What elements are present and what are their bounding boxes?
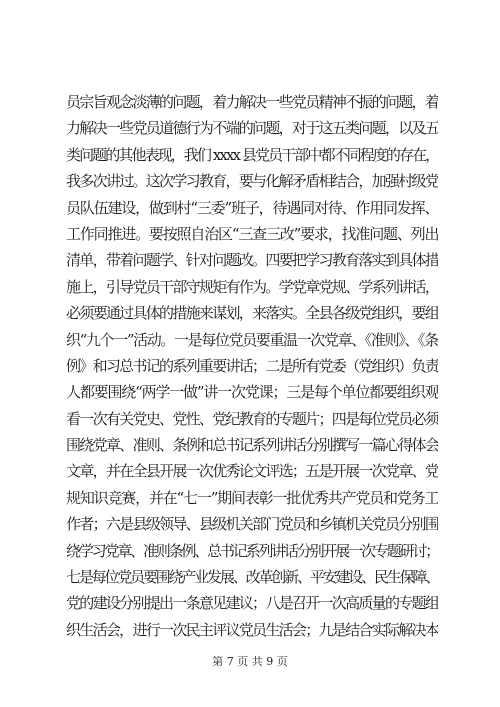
body-line: 绕学习党章、准则条例、总书记系列讲话分别开展一次专题研讨； (66, 541, 438, 560)
body-line: 围绕党章、准则、条例和总书记系列讲话分别撰写一篇心得体会 (66, 436, 438, 455)
body-line: 清单，带着问题学、针对问题改。四要把学习教育落实到具体措 (66, 251, 438, 270)
body-line: 作者；六是县级领导、县级机关部门党员和乡镇机关党员分别围 (66, 515, 438, 534)
page-number-footer: 第 7 页 共 9 页 (212, 655, 288, 668)
body-line: 类问题的其他表现，我们 xxxx 县党员干部中都不同程度的存在， (66, 145, 438, 164)
body-line: 员队伍建设，做到村“三委”班子，待遇同对待、作用同发挥、 (66, 198, 438, 217)
body-line: 七是每位党员要围绕产业发展、改革创新、平安建设、民生保障、 (66, 568, 438, 587)
body-line: 文章，并在全县开展一次优秀论文评选；五是开展一次党章、党 (66, 462, 438, 481)
body-text (66, 89, 438, 643)
body-line: 人都要围绕“两学一做”讲一次党课；三是每个单位都要组织观 (66, 383, 438, 402)
body-line: 我多次讲过。这次学习教育，要与化解矛盾相结合，加强村级党 (66, 172, 438, 191)
body-line: 力解决一些党员道德行为不端的问题，对于这五类问题，以及五 (66, 119, 438, 138)
body-line: 必须要通过具体的措施来谋划，来落实。全县各级党组织，要组 (66, 304, 438, 323)
body-line: 施上，引导党员干部守规矩有作为。学党章党规、学系列讲话， (66, 277, 438, 296)
body-line: 织“九个一”活动。一是每位党员要重温一次党章、《准则》、《条 (66, 330, 438, 349)
body-line: 党的建设分别提出一条意见建议；八是召开一次高质量的专题组 (66, 594, 438, 613)
body-line: 工作同推进。要按照自治区“三查三改”要求，找准问题、列出 (66, 224, 438, 243)
body-line: 织生活会，进行一次民主评议党员生活会；九是结合实际解决本 (66, 620, 438, 639)
body-line: 规知识竞赛，并在“七一”期间表彰一批优秀共产党员和党务工 (66, 488, 438, 507)
body-line: 员宗旨观念淡薄的问题，着力解决一些党员精神不振的问题，着 (66, 93, 438, 111)
body-line: 例》和习总书记的系列重要讲话；二是所有党委（党组织）负责 (66, 356, 438, 375)
body-line: 看一次有关党史、党性、党纪教育的专题片；四是每位党员必须 (66, 409, 438, 428)
